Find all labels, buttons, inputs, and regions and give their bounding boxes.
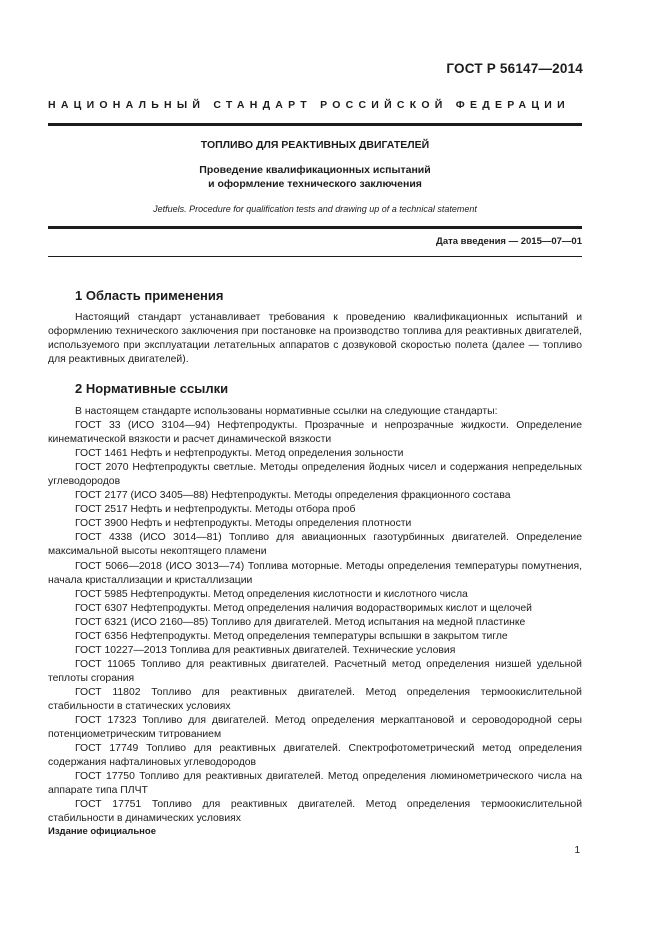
reference-item: ГОСТ 17323 Топливо для двигателей. Метод определения меркаптановой и сероводородной серы потенциометрическим титрованием xyxy=(48,715,582,741)
document-code: ГОСТ Р 56147—2014 xyxy=(446,61,583,76)
subtitle-line-1: Проведение квалификационных испытаний xyxy=(199,164,431,176)
top-divider xyxy=(48,123,582,126)
section-2-body xyxy=(48,405,582,826)
reference-item: ГОСТ 10227—2013 Топлива для реактивных двигателей. Технические условия xyxy=(75,644,456,656)
english-title: Jetfuels. Procedure for qualification tests and drawing up of a technical statement xyxy=(153,204,477,214)
reference-item: ГОСТ 2177 (ИСО 3405—88) Нефтепродукты. Методы определения фракционного состава xyxy=(75,490,511,502)
references-intro: В настоящем стандарте использованы нормативные ссылки на следующие стандарты: xyxy=(75,406,498,417)
document-subtitle xyxy=(48,163,582,191)
official-edition-label: Издание официальное xyxy=(48,826,156,837)
reference-item: ГОСТ 17749 Топливо для реактивных двигателей. Спектрофотометрический метод определения содержания нафталиновых углеводородов xyxy=(48,743,582,769)
reference-item: ГОСТ 5066—2018 (ИСО 3013—74) Топлива моторные. Методы определения температуры помутнения, начала кристаллизации и кристаллизации xyxy=(48,560,582,586)
reference-item: ГОСТ 17751 Топливо для реактивных двигателей. Метод определения термоокислительной стабильности в динамических условиях xyxy=(48,799,582,825)
reference-item: ГОСТ 11065 Топливо для реактивных двигателей. Расчетный метод определения низшей удельной теплоты сгорания xyxy=(48,658,582,684)
document-title: ТОПЛИВО ДЛЯ РЕАКТИВНЫХ ДВИГАТЕЛЕЙ xyxy=(200,139,430,151)
section-1-heading: 1 Область применения xyxy=(75,288,224,303)
reference-item: ГОСТ 33 (ИСО 3104—94) Нефтепродукты. Прозрачные и непрозрачные жидкости. Определение кинематической вязкости и расчет динамической вязкости xyxy=(48,420,582,446)
reference-item: ГОСТ 6321 (ИСО 2160—85) Топливо для двигателей. Метод испытания на медной пластинке xyxy=(75,616,526,628)
middle-divider xyxy=(48,226,582,229)
reference-item: ГОСТ 6356 Нефтепродукты. Метод определения температуры вспышки в закрытом тигле xyxy=(75,630,508,642)
reference-item: ГОСТ 5985 Нефтепродукты. Метод определения кислотности и кислотного числа xyxy=(75,588,468,600)
section-1-body xyxy=(48,311,582,367)
national-standard-banner: НАЦИОНАЛЬНЫЙ СТАНДАРТ РОССИЙСКОЙ ФЕДЕРАЦИИ xyxy=(48,99,570,111)
reference-item: ГОСТ 11802 Топливо для реактивных двигателей. Метод определения термоокислительной стабильности в статических условиях xyxy=(48,686,582,712)
introduction-date: Дата введения — 2015—07—01 xyxy=(436,236,582,247)
date-divider xyxy=(48,256,582,257)
reference-item: ГОСТ 1461 Нефть и нефтепродукты. Метод определения зольности xyxy=(75,448,404,460)
reference-item: ГОСТ 2070 Нефтепродукты светлые. Методы определения йодных чисел и содержания непредельных углеводородов xyxy=(48,462,582,488)
section-1-text: Настоящий стандарт устанавливает требования к проведению квалификационных испытаний и оформлению технического заключения при постановке на производство топлива для реактивных двигателей, используемого при эксплуатации летательных аппаратов с дозвуковой скоростью полета (далее — топливо для реактивных двигателей). xyxy=(48,312,582,366)
page-number: 1 xyxy=(574,845,580,856)
reference-item: ГОСТ 17750 Топливо для реактивных двигателей. Метод определения люминометрического числа на аппарате типа ПЛЧТ xyxy=(48,771,582,797)
reference-item: ГОСТ 4338 (ИСО 3014—81) Топливо для авиационных газотурбинных двигателей. Определение максимальной высоты некоптящего пламени xyxy=(48,532,582,558)
subtitle-line-2: и оформление технического заключения xyxy=(208,178,422,190)
reference-item: ГОСТ 3900 Нефть и нефтепродукты. Методы определения плотности xyxy=(75,518,412,530)
reference-item: ГОСТ 2517 Нефть и нефтепродукты. Методы отбора проб xyxy=(75,504,356,516)
reference-item: ГОСТ 6307 Нефтепродукты. Метод определения наличия водорастворимых кислот и щелочей xyxy=(75,602,532,614)
section-2-heading: 2 Нормативные ссылки xyxy=(75,381,229,396)
